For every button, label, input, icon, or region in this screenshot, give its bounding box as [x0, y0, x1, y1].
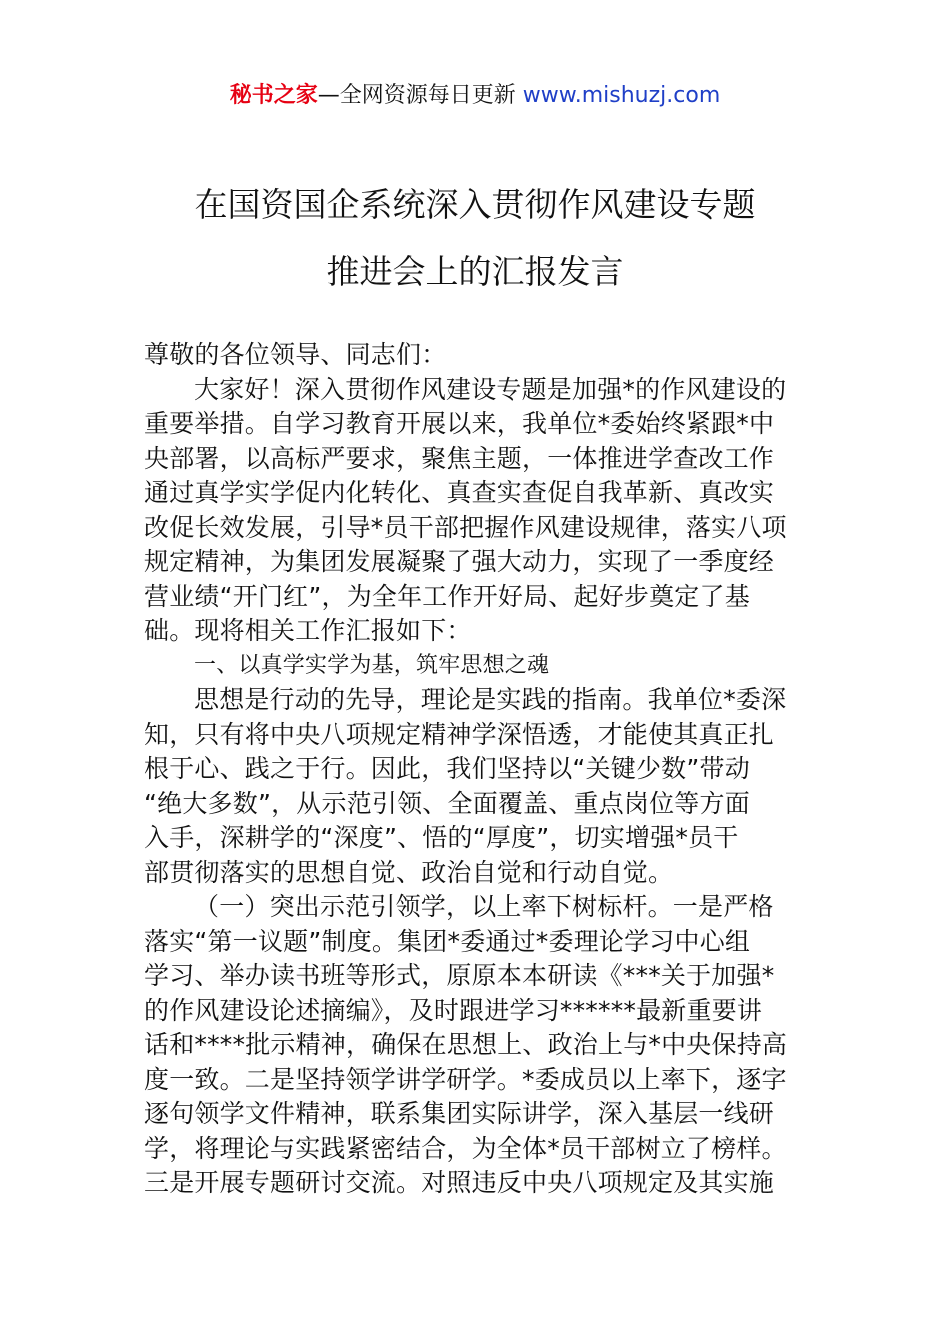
body-line: 的作风建设论述摘编》，及时跟进学习******最新重要讲 [144, 995, 763, 1025]
salutation: 尊敬的各位领导、同志们： [144, 340, 447, 369]
body-line: （一）突出示范引领学，以上率下树标杆。一是严格 [194, 892, 774, 921]
body-line: 根于心、践之于行。因此，我们坚持以“关键少数”带动 [144, 754, 750, 783]
document-title-line-2: 推进会上的汇报发言 [326, 252, 624, 291]
body-line: 学，将理论与实践紧密结合，为全体*员干部树立了榜样。 [144, 1133, 787, 1163]
body-line: 学习、举办读书班等形式，原原本本研读《***关于加强* [144, 961, 775, 990]
body-line: 三是开展专题研讨交流。对照违反中央八项规定及其实施 [144, 1168, 775, 1197]
body-line: 规定精神，为集团发展凝聚了强大动力，实现了一季度经 [144, 547, 775, 576]
site-brand: 秘书之家 [229, 83, 318, 108]
document-title-line-1: 在国资国企系统深入贯彻作风建设专题 [194, 185, 756, 224]
document-body [144, 338, 808, 1201]
body-line: 改促长效发展，引导*员干部把握作风建设规律，落实八项 [144, 512, 787, 542]
body-line: 大家好！深入贯彻作风建设专题是加强*的作风建设的 [194, 374, 787, 404]
body-line: “绝大多数”，从示范引领、全面覆盖、重点岗位等方面 [144, 788, 750, 818]
site-header [0, 80, 950, 112]
section-heading: 一、以真学实学为基，筑牢思想之魂 [194, 652, 550, 678]
body-line: 度一致。二是坚持领学讲学研学。*委成员以上率下，逐字 [144, 1064, 787, 1094]
body-line: 央部署，以高标严要求，聚焦主题，一体推进学查改工作 [144, 443, 775, 473]
body-line: 知，只有将中央八项规定精神学深悟透，才能使其真正扎 [144, 719, 775, 749]
body-line: 思想是行动的先导，理论是实践的指南。我单位*委深 [194, 685, 787, 714]
body-line: 部贯彻落实的思想自觉、政治自觉和行动自觉。 [144, 857, 674, 887]
body-line: 入手，深耕学的“深度”、悟的“厚度”，切实增强*员干 [144, 823, 739, 852]
body-line: 落实“第一议题”制度。集团*委通过*委理论学习中心组 [144, 926, 751, 956]
body-line: 通过真学实学促内化转化、真查实查促自我革新、真改实 [144, 478, 775, 507]
body-line: 础。现将相关工作汇报如下： [144, 616, 472, 645]
body-line: 营业绩“开门红”，为全年工作开好局、起好步奠定了基 [144, 581, 750, 611]
body-line: 重要举措。自学习教育开展以来，我单位*委始终紧跟*中 [144, 409, 775, 438]
body-line: 话和****批示精神，确保在思想上、政治上与*中央保持高 [144, 1030, 788, 1059]
site-tagline: —全网资源每日更新 [317, 83, 523, 108]
site-url-link[interactable]: www.mishuzj.com [522, 83, 721, 108]
body-line: 逐句领学文件精神，联系集团实际讲学，深入基层一线研 [144, 1099, 775, 1128]
